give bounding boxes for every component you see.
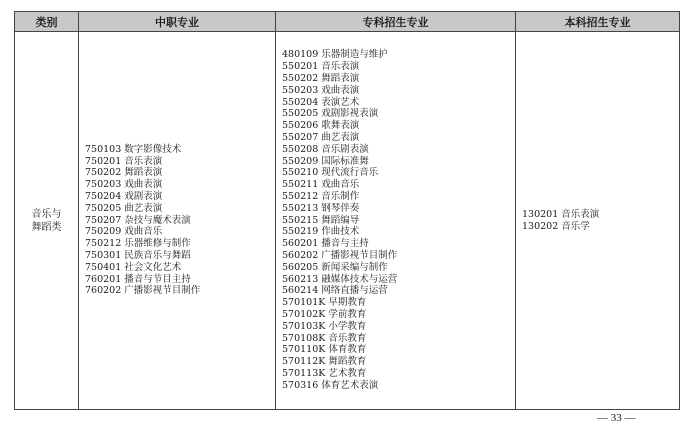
- list-item: 570110K 体育教育: [282, 344, 367, 356]
- list-item: 750201 音乐表演: [85, 155, 163, 167]
- list-item: 750209 戏曲音乐: [85, 226, 163, 238]
- list-item: 570108K 音乐教育: [282, 332, 367, 344]
- list-item: 550207 曲艺表演: [282, 132, 360, 144]
- list-item: 570316 体育艺术表演: [282, 379, 379, 391]
- header-junior-college-major: 专科招生专业: [276, 12, 516, 32]
- list-item: 750212 乐器维修与制作: [85, 238, 191, 250]
- list-item: 550202 舞蹈表演: [282, 73, 360, 85]
- list-item: 560205 新闻采编与制作: [282, 261, 388, 273]
- list-item: 480109 乐器制造与维护: [282, 49, 388, 61]
- list-item: 560201 播音与主持: [282, 238, 369, 250]
- majors-table: [14, 11, 680, 410]
- list-item: 750203 戏曲表演: [85, 179, 163, 191]
- list-item: 570103K 小学教育: [282, 320, 367, 332]
- list-item: 570112K 舞蹈教育: [282, 356, 367, 368]
- list-item: 130201 音乐表演: [522, 208, 600, 220]
- list-item: 760201 播音与节目主持: [85, 273, 191, 285]
- list-item: 570102K 学前教育: [282, 308, 367, 320]
- junior-college-majors-cell: [276, 32, 516, 410]
- header-undergraduate-major: 本科招生专业: [516, 12, 680, 32]
- header-category: 类别: [15, 12, 79, 32]
- list-item: 560202 广播影视节目制作: [282, 249, 398, 261]
- list-item: 750205 曲艺表演: [85, 202, 163, 214]
- table-row: [15, 32, 680, 410]
- list-item: 550215 舞蹈编导: [282, 214, 360, 226]
- header-row: [15, 12, 680, 32]
- list-item: 750204 戏剧表演: [85, 191, 163, 202]
- list-item: 130202 音乐学: [522, 220, 590, 232]
- list-item: 560214 网络直播与运营: [282, 285, 388, 297]
- list-item: 560213 融媒体技术与运营: [282, 273, 398, 285]
- list-item: 550213 钢琴伴奏: [282, 202, 360, 214]
- list-item: 750207 杂技与魔术表演: [85, 214, 191, 226]
- list-item: 750202 舞蹈表演: [85, 167, 163, 179]
- list-item: 760202 广播影视节目制作: [85, 285, 201, 297]
- list-item: 550208 音乐剧表演: [282, 143, 369, 155]
- undergraduate-majors-cell: [516, 32, 680, 410]
- page-number: — 33 —: [597, 412, 636, 424]
- list-item: 550212 音乐制作: [282, 191, 360, 202]
- list-item: 750301 民族音乐与舞蹈: [85, 249, 191, 261]
- list-item: 550209 国际标准舞: [282, 155, 369, 167]
- list-item: 570101K 早期教育: [282, 297, 367, 309]
- list-item: 550203 戏曲表演: [282, 84, 360, 96]
- list-item: 550210 现代流行音乐: [282, 167, 379, 179]
- category-cell: [15, 32, 79, 410]
- list-item: 550201 音乐表演: [282, 61, 360, 73]
- list-item: 550219 作曲技术: [282, 226, 360, 238]
- list-item: 550211 戏曲音乐: [282, 179, 360, 191]
- list-item: 750103 数字影像技术: [85, 143, 182, 155]
- header-secondary-major: 中职专业: [79, 12, 276, 32]
- list-item: 750401 社会文化艺术: [85, 261, 182, 273]
- secondary-majors-cell: [79, 32, 276, 410]
- list-item: 550205 戏剧影视表演: [282, 108, 379, 120]
- list-item: 550204 表演艺术: [282, 96, 360, 108]
- category-label-line: 舞蹈类: [31, 221, 62, 233]
- list-item: 550206 歌舞表演: [282, 120, 360, 132]
- list-item: 570113K 艺术教育: [282, 367, 367, 379]
- category-label-line: 音乐与: [31, 208, 62, 220]
